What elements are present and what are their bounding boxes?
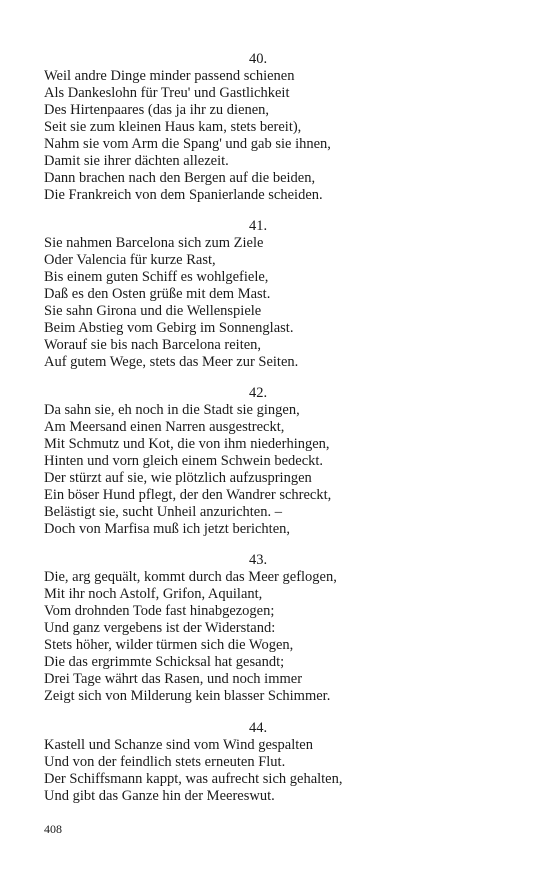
verse-line: Die, arg gequält, kommt durch das Meer geflogen, <box>44 569 337 585</box>
verse-line: Des Hirtenpaares (das ja ihr zu dienen, <box>44 102 270 118</box>
verse-line: Stets höher, wilder türmen sich die Wogen, <box>44 637 294 653</box>
page-number: 408 <box>44 822 62 836</box>
verse-line: Mit ihr noch Astolf, Grifon, Aquilant, <box>44 586 263 602</box>
verse-line: Beim Abstieg vom Gebirg im Sonnenglast. <box>44 320 294 336</box>
verse-line: Und gibt das Ganze hin der Meereswut. <box>44 788 275 804</box>
verse-line: Damit sie ihrer dächten allezeit. <box>44 153 229 169</box>
stanza-number: 43. <box>248 552 268 568</box>
verse-line: Bis einem guten Schiff es wohlgefiele, <box>44 269 269 285</box>
verse-line: Drei Tage währt das Rasen, und noch immer <box>44 671 303 687</box>
verse-line: Der stürzt auf sie, wie plötzlich aufzuspringen <box>44 470 312 486</box>
stanza-40 <box>44 51 464 204</box>
verse-line: Kastell und Schanze sind vom Wind gespalten <box>44 737 313 753</box>
stanza-number: 40. <box>248 51 268 67</box>
verse-line: Sie nahmen Barcelona sich zum Ziele <box>44 235 264 251</box>
verse-line: Dann brachen nach den Bergen auf die beiden, <box>44 170 316 186</box>
verse-line: Doch von Marfisa muß ich jetzt berichten, <box>44 521 291 537</box>
verse-line: Nahm sie vom Arm die Spang' und gab sie ihnen, <box>44 136 331 152</box>
verse-line: Sie sahn Girona und die Wellenspiele <box>44 303 262 319</box>
verse-line: Der Schiffsmann kappt, was aufrecht sich gehalten, <box>44 771 343 787</box>
verse-line: Und von der feindlich stets erneuten Flut. <box>44 754 286 770</box>
verse-line: Daß es den Osten grüße mit dem Mast. <box>44 286 271 302</box>
stanza-41 <box>44 218 464 371</box>
verse-line: Am Meersand einen Narren ausgestreckt, <box>44 419 285 435</box>
verse-line: Als Dankeslohn für Treu' und Gastlichkeit <box>44 85 290 101</box>
verse-line: Vom drohnden Tode fast hinabgezogen; <box>44 603 275 619</box>
verse-line: Ein böser Hund pflegt, der den Wandrer schreckt, <box>44 487 332 503</box>
verse-line: Die das ergrimmte Schicksal hat gesandt; <box>44 654 285 670</box>
verse-line: Auf gutem Wege, stets das Meer zur Seiten. <box>44 354 299 370</box>
stanza-number: 44. <box>248 720 268 736</box>
verse-line: Zeigt sich von Milderung kein blasser Schimmer. <box>44 688 331 704</box>
stanza-44 <box>44 720 464 805</box>
stanza-number: 41. <box>248 218 268 234</box>
stanza-42 <box>44 385 464 538</box>
verse-line: Worauf sie bis nach Barcelona reiten, <box>44 337 262 353</box>
verse-line: Mit Schmutz und Kot, die von ihm niederhingen, <box>44 436 330 452</box>
stanza-number: 42. <box>248 385 268 401</box>
verse-line: Weil andre Dinge minder passend schienen <box>44 68 295 84</box>
verse-line: Da sahn sie, eh noch in die Stadt sie gingen, <box>44 402 300 418</box>
stanza-43 <box>44 552 464 705</box>
verse-line: Und ganz vergebens ist der Widerstand: <box>44 620 276 636</box>
verse-line: Hinten und vorn gleich einem Schwein bedeckt. <box>44 453 324 469</box>
verse-line: Die Frankreich von dem Spanierlande scheiden. <box>44 187 323 203</box>
verse-line: Oder Valencia für kurze Rast, <box>44 252 216 268</box>
verse-line: Belästigt sie, sucht Unheil anzurichten. – <box>44 504 282 520</box>
verse-line: Seit sie zum kleinen Haus kam, stets bereit), <box>44 119 302 135</box>
